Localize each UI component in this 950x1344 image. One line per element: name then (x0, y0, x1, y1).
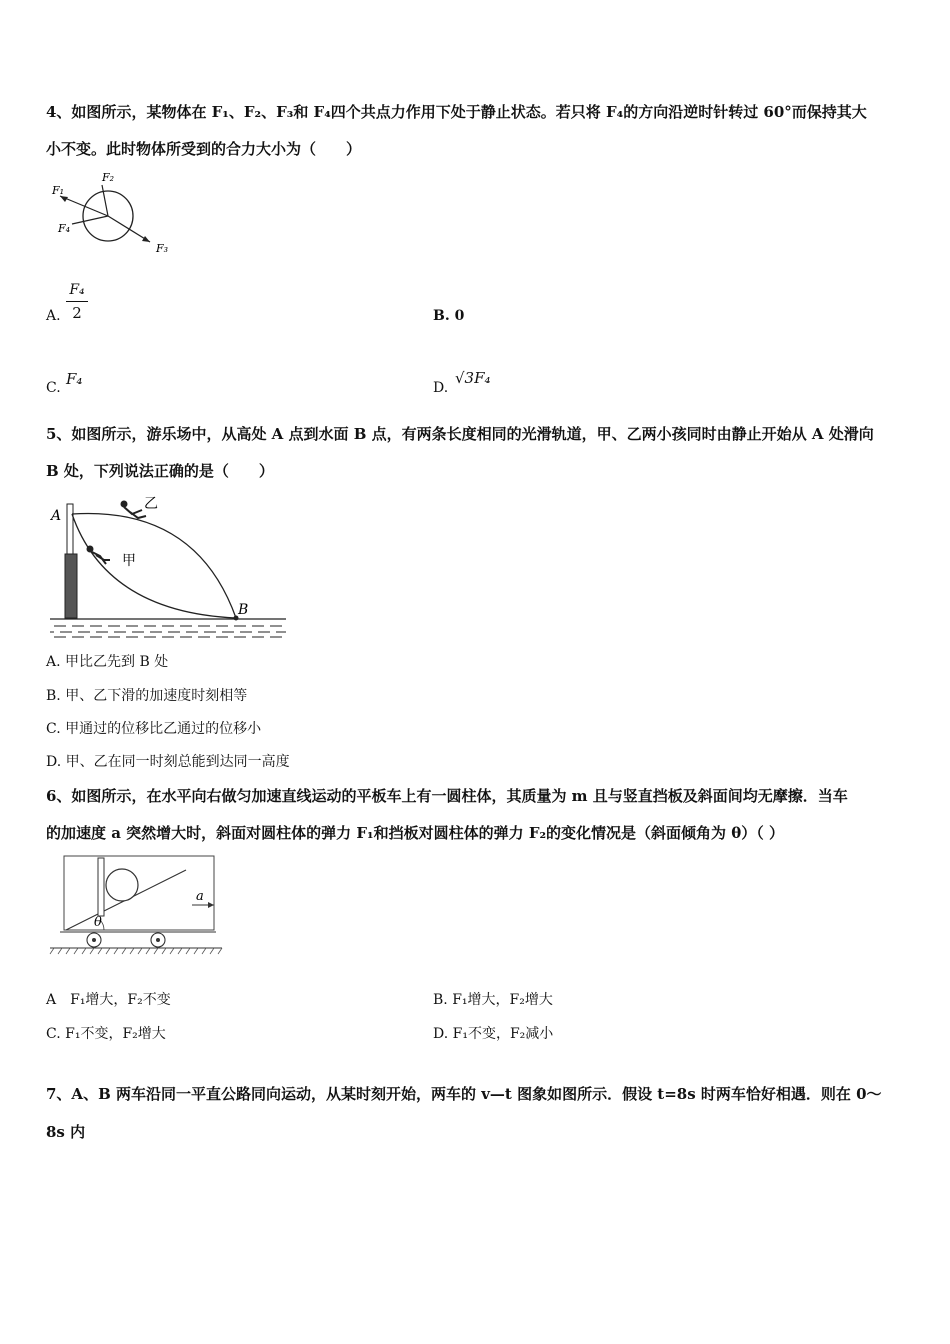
q6-stem-line1: 6、如图所示，在水平向右做匀加速直线运动的平板车上有一圆柱体，其质量为 m 且与竖直挡板及斜面间均无摩擦．当车 (46, 787, 848, 805)
q5-option-c: C. 甲通过的位移比乙通过的位移小 (46, 721, 262, 737)
q6-option-a: A F₁增大，F₂不变 (46, 992, 171, 1008)
q4-option-d-value: √3F₄ (455, 369, 491, 387)
f4-label: F₄ (58, 222, 71, 235)
f3-label: F₃ (156, 242, 169, 255)
q4-option-a-label: A. (46, 308, 61, 324)
acceleration-label: a (196, 889, 204, 904)
q5-stem-line1: 5、如图所示，游乐场中，从高处 A 点到水面 B 点，有两条长度相同的光滑轨道，甲、乙两小孩同时由静止开始从 A 处滑向 (46, 425, 874, 443)
q5-option-b: B. 甲、乙下滑的加速度时刻相等 (46, 688, 248, 704)
q7-stem-line2: 8s 内 (46, 1123, 86, 1141)
q4-option-b: B. 0 (433, 308, 465, 324)
q6-option-c: C. F₁不变，F₂增大 (46, 1026, 166, 1042)
point-b-label: B (238, 602, 249, 618)
q4-option-a-denominator: 2 (72, 304, 82, 322)
q5-option-a: A. 甲比乙先到 B 处 (46, 654, 169, 670)
q4-option-a-numerator: F₄ (69, 282, 85, 298)
q4-force-diagram (46, 168, 186, 260)
q4-option-d-label: D. (433, 380, 449, 396)
q4-option-c-value: F₄ (66, 370, 83, 388)
q4-option-c-label: C. (46, 380, 61, 396)
q7-stem-line1: 7、A、B 两车沿同一平直公路同向运动，从某时刻开始，两车的 v—t 图象如图所示．假设 t=8s 时两车恰好相遇．则在 0～ (46, 1085, 882, 1103)
q6-option-b: B. F₁增大，F₂增大 (433, 992, 553, 1008)
theta-label: θ (94, 915, 102, 930)
f2-label: F₂ (102, 171, 115, 184)
fraction-bar (66, 301, 88, 302)
jia-label: 甲 (122, 553, 136, 569)
q4-stem-line1: 4、如图所示，某物体在 F₁、F₂、F₃和 F₄四个共点力作用下处于静止状态。若只将 F₄的方向沿逆时针转过 60°而保持其大 (46, 103, 867, 121)
f1-label: F₁ (52, 184, 65, 197)
q5-slide-diagram (46, 492, 290, 642)
q4-option-a-fraction (66, 281, 88, 322)
yi-label: 乙 (144, 496, 158, 512)
q6-cart-diagram (46, 852, 226, 956)
q5-stem-line2: B 处，下列说法正确的是（ ） (46, 462, 274, 480)
point-a-label: A (51, 508, 62, 524)
q5-option-d: D. 甲、乙在同一时刻总能到达同一高度 (46, 754, 290, 770)
q6-option-d: D. F₁不变，F₂减小 (433, 1026, 554, 1042)
q6-stem-line2: 的加速度 a 突然增大时，斜面对圆柱体的弹力 F₁和挡板对圆柱体的弹力 F₂的变化情况是（斜面倾角为 θ）（ ） (46, 824, 785, 842)
child-yi-icon (121, 501, 147, 519)
q4-stem-line2: 小不变。此时物体所受到的合力大小为（ ） (46, 140, 362, 158)
